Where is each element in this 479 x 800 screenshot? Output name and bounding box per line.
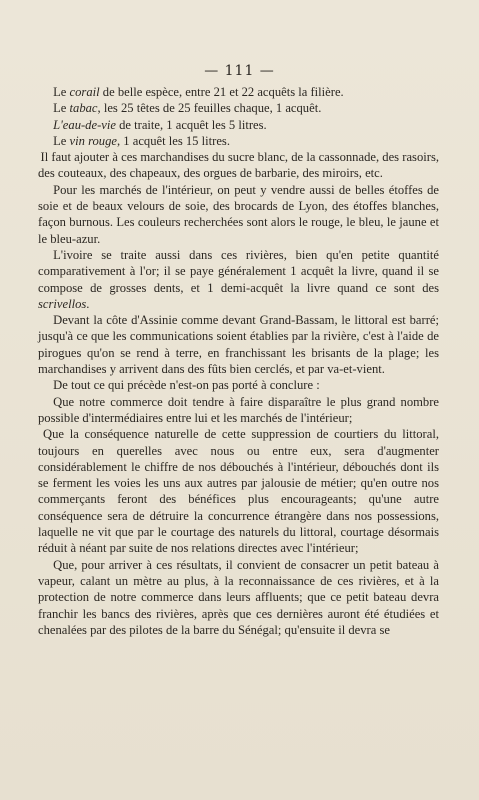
paragraph-consequence: Que la conséquence naturelle de cette suppression de courtiers du littoral, toujours en querelles avec nous ou entre eux, sera d'augmenter considérablement le chiffre de nos débouchés à l'intérieur, débouchés dont ils se ferment les voies les uns aux autres par jalousie de métier; qu'en outre nos commerçants feront des bénéfices plus encourageants; qu'une autre conséquence sera de détruire la concurrence étrangère dans nos possessions, laquelle ne vit que par le courtage des naturels du littoral, courtage désormais réduit à néant par suite de nos relations directes avec l'intérieur; bbox=[38, 427, 439, 556]
paragraph-conclure: De tout ce qui précède n'est-on pas porté à conclure : bbox=[53, 378, 320, 393]
paragraph-tabac: Le tabac, les 25 têtes de 25 feuilles chaque, 1 acquêt. bbox=[53, 101, 322, 116]
paragraph-marches-interieur: Pour les marchés de l'intérieur, on peut y vendre aussi de belles étoffes de soie et de beaux velours de soie, des brocards de Lyon, des étoffes blanches, façon burnous. Les couleurs recherchées sont alors le rouge, le bleu, le jaune et le bleu-azur. bbox=[38, 182, 439, 246]
paragraph-cote-assinie: Devant la côte d'Assinie comme devant Grand-Bassam, le littoral est barré; jusqu'à ce que les communications soient établies par la rivière, c'est à l'aide de pirogues qu'on se rend à terre, en franchissant les brisants de la plage; les marchandises y arrivent dans des fûts bien cerclés, et par va-et-vient. bbox=[38, 313, 439, 377]
paragraph-vin-rouge: Le vin rouge, 1 acquêt les 15 litres. bbox=[53, 133, 230, 148]
body-text bbox=[38, 84, 439, 638]
paragraph-marchandises: Il faut ajouter à ces marchandises du sucre blanc, de la cassonnade, des rasoirs, des couteaux, des chapeaux, des orgues de barbarie, des miroirs, etc. bbox=[38, 150, 439, 181]
page-number-header: — 111 — bbox=[204, 63, 275, 79]
paragraph-ivoire: L'ivoire se traite aussi dans ces rivières, bien qu'en petite quantité comparativement à l'or; il se paye généralement 1 acquêt la livre, quand il se compose de grosses dents, et 1 demi-acquêt la livre quand ce sont des scrivellos. bbox=[38, 247, 439, 311]
paragraph-bateau-vapeur: Que, pour arriver à ces résultats, il convient de consacrer un petit bateau à vapeur, calant un mètre au plus, à la reconnaissance de ces rivières, et à la protection de notre commerce dans leurs affluents; que ce petit bateau devra franchir les bancs des rivières, après que ces dernières auront été étudiées et chenalées par des pilotes de la barre du Sénégal; qu'ensuite il devra se bbox=[38, 557, 439, 637]
paragraph-eau-de-vie: L'eau-de-vie de traite, 1 acquêt les 5 litres. bbox=[53, 117, 267, 132]
paragraph-corail: Le corail de belle espèce, entre 21 et 22 acquêts la filière. bbox=[53, 85, 344, 99]
paragraph-intermediaires: Que notre commerce doit tendre à faire disparaître le plus grand nombre possible d'intermédiaires entre lui et les marchés de l'intérieur; bbox=[38, 394, 439, 425]
